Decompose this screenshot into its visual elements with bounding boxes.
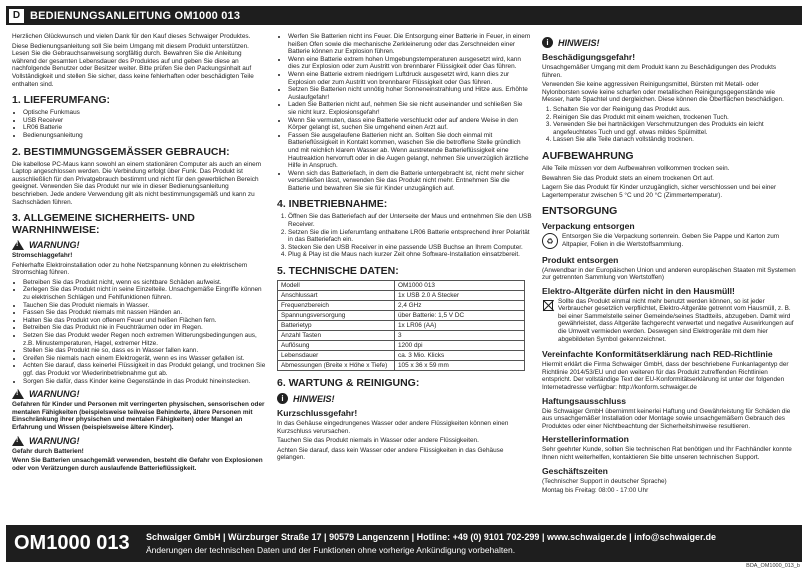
list-item: • LR06 Batterie: [23, 124, 267, 132]
section-heading: 4. INBETRIEBNAHME:: [277, 198, 388, 211]
section-heading: 5. TECHNISCHE DATEN:: [277, 265, 399, 278]
safety-list: [12, 279, 267, 385]
storage-text: Lagern Sie das Produkt für Kinder unzugänglich, sicher verschlossen und bei einer Lagertemperatur zwischen 5 °C und 20 °C (Zimmertemperatur).: [542, 184, 777, 199]
intro-paragraph: Herzlichen Glückwunsch und vielen Dank für den Kauf dieses Schwaiger Produktes.: [12, 33, 251, 40]
table-row: Lebensdauer ca. 3 Mio. Klicks: [278, 351, 525, 361]
recycle-icon: ♻: [542, 233, 558, 249]
header-bar: [6, 6, 802, 25]
warning-icon: [12, 436, 24, 446]
hazard-title: Beschädigungsgefahr!: [542, 52, 636, 62]
table-row: Frequenzbereich 2,4 GHz: [278, 301, 525, 311]
crossed-bin-icon: [542, 298, 554, 312]
battery-list: [277, 33, 532, 192]
list-item: • Sorgen Sie dafür, dass Kinder keine Gegenstände in das Produkt hineinstecken.: [23, 378, 267, 386]
warning-label: ! WARNUNG!: [12, 436, 267, 446]
list-item: • Laden Sie Batterien nicht auf, nehmen Sie sie nicht auseinander und schließen Sie sie nicht kurz. Explosionsgefahr!: [288, 101, 532, 116]
intro-paragraph: Diese Bedienungsanleitung soll Sie beim Umgang mit diesem Produkt unterstützen. Lesen Sie die Gebrauchsanweisung sorgfältig durch. Bewahren Sie die Anleitung während der gesamten Lebensdauer des Produktes auf und geben Sie diese an nachfolgende Benutzer oder Besitzer weiter. Bitte prüfen Sie den Packungsinhalt auf Vollständigkeit und stellen Sie sicher, dass keine fehlerhaften oder beschädigten Teile enthalten sind.: [12, 42, 254, 88]
page-title: BEDIENUNGSANLEITUNG OM1000 013: [30, 9, 241, 22]
hazard-text: Fehlerhafte Elektroinstallation oder zu hohe Netzspannung können zu elektrischem Stromschlag führen.: [12, 261, 248, 277]
list-item: • Achten Sie darauf, dass keinerlei Flüssigkeit in das Produkt gelangt, und trocknen Sie ggf. das Produkt vor Wiederinbetriebnahme gut ab.: [23, 362, 267, 377]
hours-text: Montag bis Freitag: 08:00 - 17:00 Uhr: [542, 487, 649, 495]
table-row: Anzahl Tasten 3: [278, 331, 525, 341]
table-row: Modell OM1000 013: [278, 281, 525, 291]
step-item: 2. Reinigen Sie das Produkt mit einem weichen, trockenen Tuch.: [553, 114, 797, 122]
subheading: Vereinfachte Konformitätserklärung nach RED-Richtlinie: [542, 349, 773, 360]
disclaimer-line: Änderungen der technischen Daten und der Funktionen ohne vorherige Ankündigung vorbehalten.: [146, 545, 516, 555]
list-item: • Bedienungsanleitung: [23, 132, 267, 140]
subheading: Elektro-Altgeräte dürfen nicht in den Hausmüll!: [542, 285, 735, 296]
usage-paragraph: Die kabellose PC-Maus kann sowohl an einem stationären Computer als auch an einem Laptop angeschlossen werden. Die Verbindung erfolgt über Funk. Das Produkt ist ausschließlich für den Privatgebrauch bestimmt und nicht für den gewerblichen Bereich geeignet. Verwenden Sie das Produkt nur wie in dieser Bedienungsanleitung beschrieben. Jede andere Verwendung gilt als nicht bestimmungsgemäß und kann zu Sachschäden führen.: [12, 160, 262, 206]
list-item: • Betreiben Sie das Produkt nicht, wenn es sichtbare Schäden aufweist.: [23, 279, 267, 287]
subheading: Verpackung entsorgen: [542, 221, 635, 232]
children-warning-text: Gefahren für Kinder und Personen mit verringerten physischen, sensorischen oder mentalen Fähigkeiten (beispielsweise teilweise Behinderte, ältere Personen mit Einschränkung ihrer physischen und mentalen Fähigkeiten) oder Mangel an Erfahrung und Wissen (beispielsweise ältere Kinder).: [12, 401, 265, 431]
setup-steps: [277, 213, 532, 259]
cleaning-steps: [542, 106, 797, 144]
section-heading: AUFBEWAHRUNG: [542, 149, 634, 162]
list-item: • Fassen Sie ausgelaufene Batterien nicht an. Sollten Sie doch einmal mit Batterieflüssigkeit in Kontakt kommen, waschen Sie die betroffene Stelle gründlich und mit reichlich klarem Wasser ab. Wenn austretende Batterieflüssigkeit eine Hautreaktion hervorruft oder in die Augen gelangt, nehmen Sie unverzüglich ärztliche Hilfe in Anspruch.: [288, 132, 532, 170]
list-item: • Wenn Sie vermuten, dass eine Batterie verschluckt oder auf andere Weise in den Körper gelangt ist, suchen Sie umgehend einen Arzt auf.: [288, 117, 532, 132]
maintenance-text: Achten Sie darauf, dass kein Wasser oder andere Flüssigkeiten in das Gehäuse gelangen.: [277, 446, 504, 462]
note-label: i HINWEIS!: [542, 37, 797, 48]
section-heading: ENTSORGUNG: [542, 205, 618, 218]
subheading: Geschäftszeiten: [542, 465, 608, 476]
spec-table: [277, 280, 525, 371]
list-item: • Wenn eine Batterie extrem niedrigem Luftdruck ausgesetzt wird, kann dies zur Explosion oder zum Austritt von brennbarer Flüssigkeit oder Gas führen.: [288, 71, 532, 86]
subheading: Produkt entsorgen: [542, 254, 619, 265]
warning-icon: [12, 389, 24, 399]
table-row: Abmessungen (Breite x Höhe x Tiefe) 105 x 36 x 59 mm: [278, 361, 525, 371]
list-item: • Setzen Sie Batterien nicht unnötig hoher Sonneneinstrahlung und Hitze aus. Erhöhte Auslaufgefahr!: [288, 86, 532, 101]
step-item: 1. Schalten Sie vor der Reinigung das Produkt aus.: [553, 106, 797, 114]
column-2: [277, 33, 532, 523]
section-heading: 6. WARTUNG & REINIGUNG:: [277, 377, 420, 390]
liability-text: Die Schwaiger GmbH übernimmt keinerlei Haftung und Gewährleistung für Schäden die aus unsachgemäßer Installation oder Montage sowie unsachgemäßem Gebrauch des Produktes oder einer Nichtbeachtung der Sicherheitshinweise resultieren.: [542, 407, 791, 430]
step-item: 4. Plug & Play ist die Maus nach kurzer Zeit ohne Software-Installation einsatzbereit.: [288, 251, 532, 259]
subheading: Herstellerinformation: [542, 434, 629, 445]
section-heading: 1. LIEFERUMFANG:: [12, 94, 111, 107]
warning-label: ! WARNUNG!: [12, 389, 267, 399]
contact-line: Schwaiger GmbH | Würzburger Straße 17 | 90579 Langenzenn | Hotline: +49 (0) 9101 702-299 | www.schwaiger.de | info@schwaiger.de: [146, 532, 716, 542]
info-icon: i: [277, 393, 288, 404]
maintenance-text: Tauchen Sie das Produkt niemals in Wasser oder andere Flüssigkeiten.: [277, 437, 479, 445]
list-item: • Wenn eine Batterie extrem hohen Umgebungstemperaturen ausgesetzt wird, kann dies zur Explosion oder zum Austritt von brennbarer Flüssigkeit oder Gas führen.: [288, 56, 532, 71]
storage-text: Bewahren Sie das Produkt stets an einem trockenen Ort auf.: [542, 174, 714, 182]
list-item: • Fassen Sie das Produkt niemals mit nassen Händen an.: [23, 309, 267, 317]
step-item: 2. Setzen Sie die im Lieferumfang enthaltene LR06 Batterie entsprechend ihrer Polarität in das Batteriefach ein.: [288, 229, 532, 244]
section-heading: 3. ALLGEMEINE SICHERHEITS- UND WARNHINWEISE:: [12, 212, 195, 237]
list-item: • Setzen Sie das Produkt weder Regen noch extremen Witterungsbedingungen aus, z.B. Minustemperaturen, Hagel, extremer Hitze.: [23, 332, 267, 347]
note-label: i HINWEIS!: [277, 393, 532, 404]
list-item: • Optische Funkmaus: [23, 109, 267, 117]
manufacturer-text: Sehr geehrter Kunde, sollten Sie technischen Rat benötigen und Ihr Fachhändler konnte Ihnen nicht weiterhelfen, kontaktieren Sie bitte unseren technischen Support.: [542, 446, 792, 461]
document-code: BDA_OM1000_013_b: [746, 563, 800, 569]
battery-hazard-title: Gefahr durch Batterien!: [12, 447, 84, 455]
scope-list: [12, 109, 267, 139]
hazard-title: Stromschlaggefahr!: [12, 252, 73, 260]
step-item: 4. Lassen Sie alle Teile danach vollständig trocknen.: [553, 136, 797, 144]
table-row: Spannungsversorgung über Batterie: 1,5 V DC: [278, 311, 525, 321]
hours-text: (Technischer Support in deutscher Sprache): [542, 477, 667, 485]
info-icon: i: [542, 37, 553, 48]
step-item: 1. Öffnen Sie das Batteriefach auf der Unterseite der Maus und entnehmen Sie den USB Receiver.: [288, 213, 532, 228]
table-row: Anschlussart 1x USB 2.0 A Stecker: [278, 291, 525, 301]
warning-label: ! WARNUNG!: [12, 240, 267, 250]
list-item: • Werfen Sie Batterien nicht ins Feuer. Die Entsorgung einer Batterie in Feuer, in einem heißen Ofen sowie die mechanische Zerkleinerung oder das Zerschneiden einer Batterie können zur Explosion führen.: [288, 33, 532, 56]
warning-icon: [12, 240, 24, 250]
list-item: • Tauchen Sie das Produkt niemals in Wasser.: [23, 302, 267, 310]
hazard-title: Kurzschlussgefahr!: [277, 408, 358, 419]
weee-text: Sollte das Produkt einmal nicht mehr benutzt werden können, so ist jeder Verbraucher gesetzlich verpflichtet, Elektro-Altgeräte getrennt vom Hausmüll, z. B. bei einer Sammelstelle seiner Gemeinde/seines Stadtteils, abzugeben. Damit wird gewährleistet, dass Altgeräte fachgerecht verwertet und negative Auswirkungen auf die Umwelt vermieden werden. Deswegen sind Elektrogeräte mit dem hier abgebildeten Symbol gekennzeichnet.: [558, 297, 794, 343]
list-item: • Zerlegen Sie das Produkt nicht in seine Einzelteile. Unsachgemäße Eingriffe können zu elektrischen Schlägen und Fehlfunktionen führen.: [23, 286, 267, 301]
list-item: • Stellen Sie das Produkt nie so, dass es in Wasser fallen kann.: [23, 347, 267, 355]
column-3: [542, 33, 797, 523]
footer-bar: [6, 525, 802, 562]
storage-text: Alle Teile müssen vor dem Aufbewahren vollkommen trocken sein.: [542, 164, 730, 172]
product-disposal-text: (Anwendbar in der Europäischen Union und anderen europäischen Staaten mit Systemen zur getrennten Sammlung von Wertstoffen): [542, 266, 796, 282]
step-item: 3. Stecken Sie den USB Receiver in eine passende USB Buchse an Ihrem Computer.: [288, 244, 532, 252]
list-item: • USB Receiver: [23, 117, 267, 125]
conformity-text: Hiermit erklärt die Firma Schwaiger GmbH, dass der beschriebene Funkanlagentyp der Richtlinie 2014/53/EU und den weiteren für das Produkt zutreffenden Richtlinien entspricht. Der vollständige Text der EU-Konformitätserklärung ist unter der folgenden Internetadresse verfügbar: http://konform.schwaiger.de: [542, 361, 789, 392]
model-number: OM1000 013: [14, 532, 130, 554]
damage-text: Verwenden Sie keine aggressiven Reinigungsmittel, Bürsten mit Metall- oder Nylonborsten sowie keine scharfen oder metallischen Reinigungsgegenstände wie Messer, harte Spachtel und dergleichen. Diese können die Oberflächen beschädigen.: [542, 81, 784, 104]
list-item: • Betreiben Sie das Produkt nie in Feuchträumen oder im Regen.: [23, 324, 267, 332]
maintenance-text: In das Gehäuse eingedrungenes Wasser oder andere Flüssigkeiten können einen Kurzschluss verursachen.: [277, 420, 509, 435]
list-item: • Wenn sich das Batteriefach, in dem die Batterie untergebracht ist, nicht mehr sicher verschließen lässt, verwenden Sie das Produkt nicht mehr. Entnehmen Sie die Batterie und bewahren Sie sie für Kinder unzugänglich auf.: [288, 170, 532, 193]
list-item: • Halten Sie das Produkt von offenem Feuer und heißen Flächen fern.: [23, 317, 267, 325]
step-item: 3. Verwenden Sie bei hartnäckigen Verschmutzungen des Produkts ein leicht angefeuchtetes Tuch und ggf. etwas mildes Spülmittel.: [553, 121, 797, 136]
table-row: Batterietyp 1x LR06 (AA): [278, 321, 525, 331]
language-badge: D: [9, 9, 24, 23]
list-item: • Greifen Sie niemals nach einem Elektrogerät, wenn es ins Wasser gefallen ist.: [23, 355, 267, 363]
subheading: Haftungsausschluss: [542, 395, 627, 406]
section-heading: 2. BESTIMMUNGSGEMÄSSER GEBRAUCH:: [12, 145, 230, 158]
table-row: Auflösung 1200 dpi: [278, 341, 525, 351]
damage-text: Unsachgemäßer Umgang mit dem Produkt kann zu Beschädigungen des Produkts führen.: [542, 64, 777, 79]
column-1: [12, 33, 267, 523]
packaging-text: Entsorgen Sie die Verpackung sortenrein. Geben Sie Pappe und Karton zum Altpapier, Folien in die Wertstoffsammlung.: [562, 233, 780, 248]
battery-hazard-text: Wenn Sie Batterien unsachgemäß verwenden, besteht die Gefahr von Explosionen oder von Verätzungen durch auslaufende Batterieflüssigkeit.: [12, 457, 263, 472]
